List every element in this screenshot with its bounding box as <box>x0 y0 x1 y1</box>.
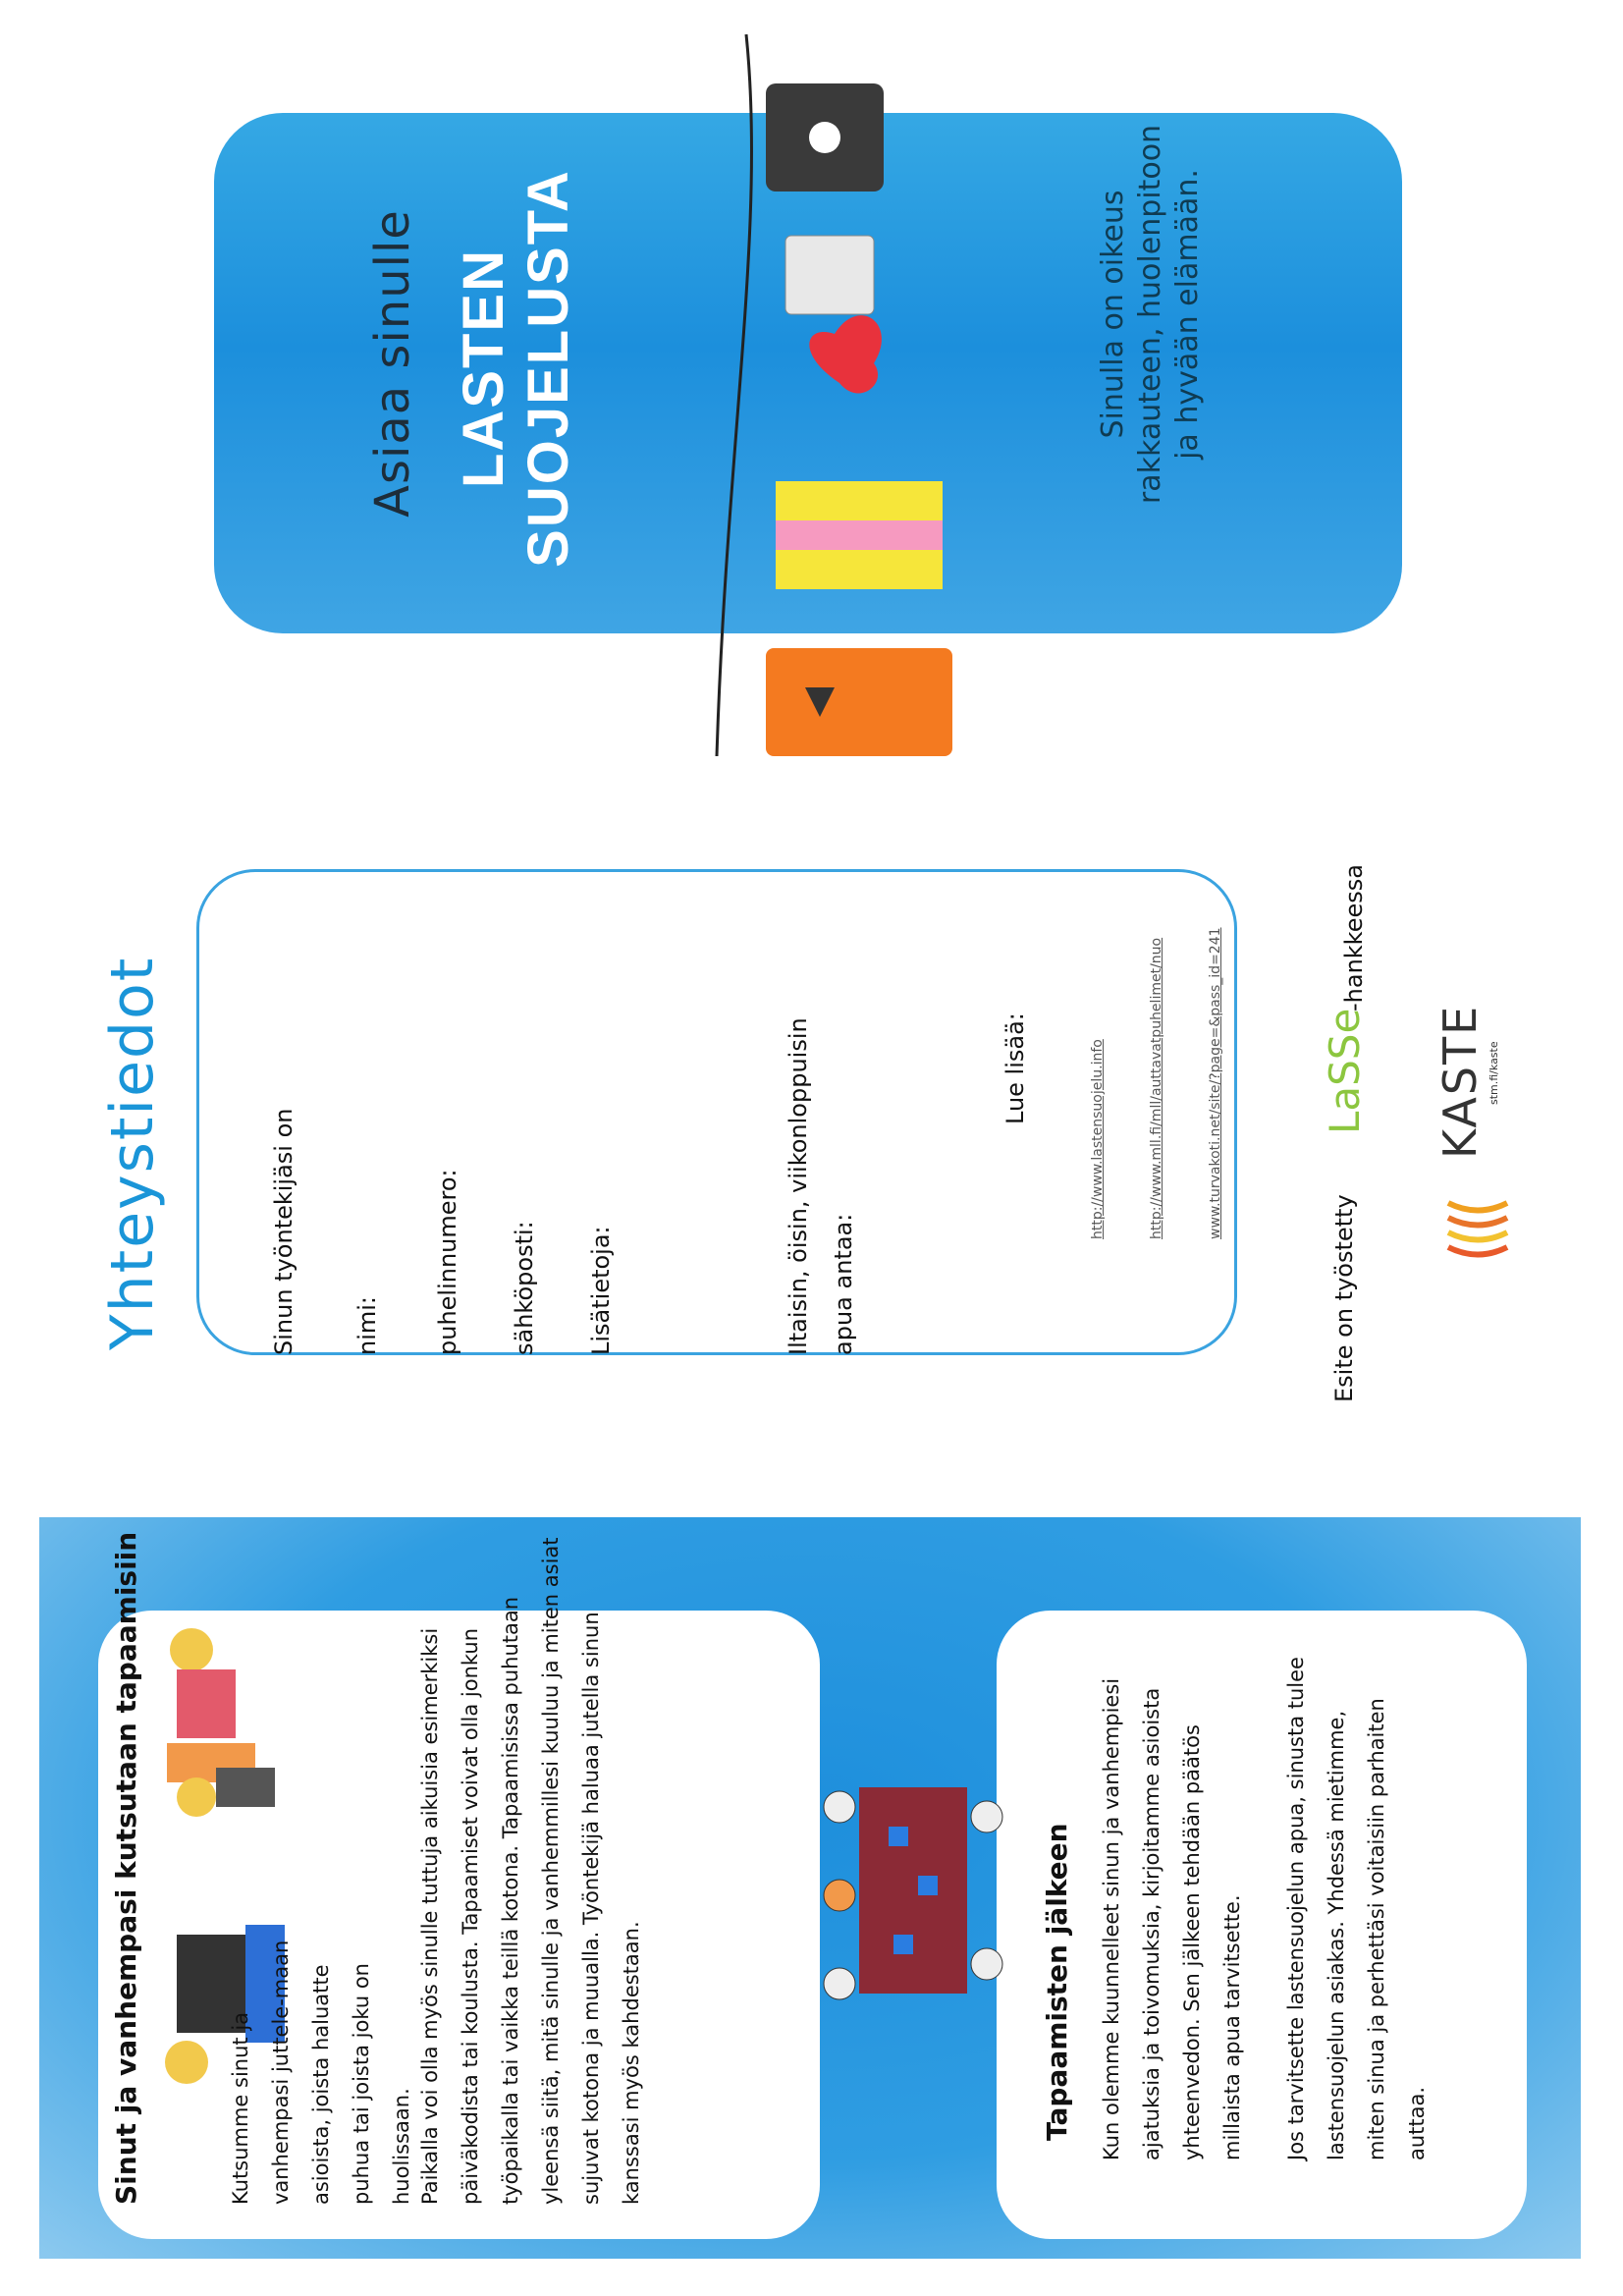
kaste-logo-text: KASTE <box>1434 1004 1487 1159</box>
lasse-logo-text: LaSSe <box>1321 1008 1369 1134</box>
meetings-body: Paikalla voi olla myös sinulle tuttuja aikuisia esimerkiksi päiväkodista tai koulusta. Tapaamiset voivat olla jonkun työpaikalla tai vaikka teillä kotona. Tapaamisissa puhutaan yleensä siitä, mitä sinulle ja vanhemmillesi kuuluu ja miten asiat sujuvat kotona ja muualla. Työntekijä haluaa jutella sinun kanssasi myös kahdestaan. <box>418 1537 643 2205</box>
kaste-logo-icon <box>1443 1193 1512 1262</box>
kaste-url: stm.fi/kaste <box>1488 1041 1500 1105</box>
meetings-heading: Sinut ja vanhempasi kutsutaan tapaamisiin <box>110 1531 142 2205</box>
meetings-intro: Kutsumme sinut ja vanhempasi juttele-maan asioista, joista haluatte puhua tai joista joku on huolissaan. <box>229 1940 413 2205</box>
cover-subtitle: Asiaa sinulle <box>365 209 420 518</box>
project-suffix: -hankkeessa <box>1340 864 1368 1011</box>
black-shirt-icon <box>766 83 884 191</box>
after-meetings-card <box>997 1611 1527 2239</box>
after-meetings-heading: Tapaamisten jälkeen <box>1041 1823 1073 2141</box>
link-turvakoti[interactable]: www.turvakoti.net/site/?page=&pass_id=241 <box>1208 927 1223 1239</box>
meeting-illustration <box>820 1748 1006 2033</box>
family-illustration <box>157 1611 295 1905</box>
made-in-text: Esite on työstetty <box>1330 1194 1358 1402</box>
cover-title <box>452 157 581 579</box>
read-more-label: Lue lisää: <box>1001 1012 1029 1124</box>
link-mll[interactable]: http://www.mll.fi/mll/auttavatpuhelimet/nuo <box>1149 937 1164 1239</box>
white-cloth-icon <box>785 236 874 314</box>
phone-label: puhelinnumero: <box>434 1169 461 1355</box>
cover-title-line1: LASTEN <box>452 248 515 488</box>
clothesline-illustration <box>687 29 1011 776</box>
after-meetings-body: Kun olemme kuunnelleet sinun ja vanhempiesi ajatuksia ja toivomuksia, kirjoitamme asioista yhteenvedon. Sen jälkeen tehdään päätös millaista apua tarvitsette. <box>1100 1677 1244 2160</box>
cover-title-line2: SUOJELUSTA <box>516 169 580 568</box>
after-meetings-help: Jos tarvitsette lastensuojelun apua, sinusta tulee lastensuojelun asiakas. Yhdessä mietimme, miten sinua ja perhettäsi voitaisiin parhaiten auttaa. <box>1284 1657 1429 2160</box>
cover-slogan: Sinulla on oikeus rakkauteen, huolenpitoon ja hyvään elämään. <box>1096 124 1205 505</box>
orange-overalls-icon <box>766 648 952 756</box>
name-label: nimi: <box>353 1295 381 1355</box>
contact-title: Yhteystiedot <box>98 956 167 1350</box>
contact-box <box>196 869 1237 1355</box>
extra-info-label: Lisätietoja: <box>587 1226 615 1355</box>
heart-icon <box>809 315 882 393</box>
link-lastensuojelu[interactable]: http://www.lastensuojelu.info <box>1090 1039 1106 1239</box>
after-hours-label: Iltaisin, öisin, viikonloppuisin apua antaa: <box>784 1017 857 1355</box>
striped-trousers-icon <box>776 481 943 589</box>
worker-label: Sinun työntekijäsi on <box>270 1108 298 1355</box>
email-label: sähköposti: <box>511 1221 538 1355</box>
